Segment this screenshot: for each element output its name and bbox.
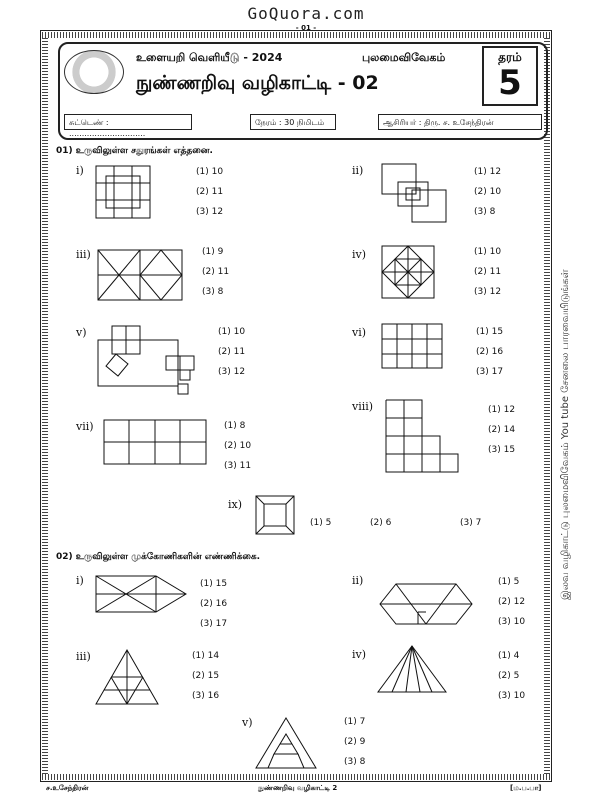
q1-title: 01) உருவிலுள்ள சதுரங்கள் எத்தனை.	[56, 146, 213, 156]
option[interactable]: (1) 5	[498, 577, 520, 587]
q1-ii-label: ii)	[352, 164, 364, 177]
bottom-stripe	[42, 774, 550, 780]
q1-v-label: v)	[76, 326, 87, 339]
q1-iv-label: iv)	[352, 248, 367, 261]
q2-v-figure	[256, 718, 318, 770]
option[interactable]: (3) 12	[218, 367, 246, 377]
time-field: நேரம் : 30 நிமிடம்	[250, 114, 336, 130]
option[interactable]: (2) 11	[474, 267, 502, 277]
q1-v-options	[218, 322, 245, 382]
option[interactable]: (3) 8	[202, 287, 224, 297]
q2-iv-figure	[378, 646, 448, 694]
q1-ix-figure	[256, 496, 296, 536]
exam-line-left: உளையறி வெளியீடு - 2024	[136, 51, 283, 64]
option[interactable]: (1) 9	[202, 247, 224, 257]
grade-label: தரம்	[498, 50, 522, 64]
right-stripe	[544, 38, 550, 774]
option[interactable]: (2) 11	[218, 347, 246, 357]
q1-viii-figure	[386, 400, 466, 476]
q2-iii-options	[192, 646, 219, 706]
teacher-field: ஆசிரியர் : திரு. ச. உசேந்திரன்	[378, 114, 542, 130]
option[interactable]: (2) 5	[498, 671, 520, 681]
q2-v-options	[344, 712, 365, 772]
grade-box	[482, 46, 538, 106]
option[interactable]: (3) 8	[344, 757, 366, 767]
side-note: இலவ வழிகாட்டு புலமைவிவேகம் You tube சேனலை பாரவையிடுங்கள்	[560, 269, 571, 600]
option[interactable]: (2) 11	[202, 267, 230, 277]
top-stripe	[42, 32, 550, 38]
q1-ix-option-3[interactable]: (3) 7	[460, 518, 482, 528]
q1-ii-options	[474, 162, 501, 222]
option[interactable]: (3) 12	[196, 207, 224, 217]
option[interactable]: (2) 10	[224, 441, 252, 451]
q1-ii-figure	[382, 164, 448, 224]
q2-title: 02) உருவிலுள்ள முக்கோணிகளின் எண்ணிக்கை.	[56, 552, 261, 562]
footer-center: நுண்ணறிவு வழிகாட்டி 2	[258, 784, 338, 792]
q1-iv-options	[474, 242, 501, 302]
q1-i-figure	[96, 166, 152, 218]
option[interactable]: (3) 8	[474, 207, 496, 217]
option[interactable]: (1) 15	[200, 579, 228, 589]
q2-iv-options	[498, 646, 525, 706]
option[interactable]: (1) 7	[344, 717, 366, 727]
q1-viii-options	[488, 400, 515, 460]
q1-iii-figure	[98, 250, 184, 302]
option[interactable]: (3) 12	[474, 287, 502, 297]
option[interactable]: (3) 10	[498, 617, 526, 627]
option[interactable]: (1) 12	[488, 405, 516, 415]
option[interactable]: (2) 14	[488, 425, 516, 435]
q1-viii-label: viii)	[352, 400, 374, 413]
q2-i-label: i)	[76, 574, 84, 587]
q1-vii-figure	[104, 420, 208, 466]
option[interactable]: (3) 11	[224, 461, 252, 471]
q1-ix-label: ix)	[228, 498, 243, 511]
q2-v-label: v)	[242, 716, 253, 729]
option[interactable]: (1) 8	[224, 421, 246, 431]
option[interactable]: (1) 14	[192, 651, 220, 661]
q1-i-options	[196, 162, 223, 222]
option[interactable]: (3) 15	[488, 445, 516, 455]
q1-vi-figure	[382, 324, 444, 370]
option[interactable]: (3) 17	[200, 619, 228, 629]
q2-i-options	[200, 574, 227, 634]
option[interactable]: (1) 10	[474, 247, 502, 257]
q1-iii-label: iii)	[76, 248, 91, 261]
option[interactable]: (1) 10	[218, 327, 246, 337]
option[interactable]: (1) 15	[476, 327, 504, 337]
q1-vi-options	[476, 322, 503, 382]
q2-iii-label: iii)	[76, 650, 91, 663]
q1-ix-option-2[interactable]: (2) 6	[370, 518, 392, 528]
option[interactable]: (2) 11	[196, 187, 224, 197]
index-field: சுட்டெண் : ..............................	[64, 114, 192, 130]
option[interactable]: (2) 9	[344, 737, 366, 747]
exam-line-right: புலமைவிவேகம்	[362, 51, 446, 64]
option[interactable]: (2) 16	[200, 599, 228, 609]
option[interactable]: (1) 4	[498, 651, 520, 661]
option[interactable]: (1) 10	[196, 167, 224, 177]
option[interactable]: (3) 10	[498, 691, 526, 701]
q1-vi-label: vi)	[352, 326, 367, 339]
q2-ii-options	[498, 572, 525, 632]
option[interactable]: (3) 17	[476, 367, 504, 377]
q2-ii-figure	[380, 584, 474, 626]
q2-ii-label: ii)	[352, 574, 364, 587]
q2-i-figure	[96, 576, 188, 614]
option[interactable]: (2) 16	[476, 347, 504, 357]
option[interactable]: (3) 16	[192, 691, 220, 701]
page-title: நுண்ணறிவு வழிகாட்டி - 02	[136, 72, 379, 94]
q1-ix-option-1[interactable]: (1) 5	[310, 518, 332, 528]
q2-iv-label: iv)	[352, 648, 367, 661]
footer-right: [ம.ப.பா]	[510, 784, 542, 792]
left-stripe	[42, 38, 48, 774]
q1-vii-label: vii)	[76, 420, 94, 433]
option[interactable]: (2) 12	[498, 597, 526, 607]
q2-iii-figure	[96, 650, 160, 706]
option[interactable]: (2) 15	[192, 671, 220, 681]
footer-left: ச.உசேந்திரன்	[46, 784, 89, 792]
option[interactable]: (1) 12	[474, 167, 502, 177]
q1-vii-options	[224, 416, 251, 476]
grade-number: 5	[498, 63, 522, 103]
q1-v-figure	[98, 326, 202, 398]
q1-iii-options	[202, 242, 229, 302]
school-logo	[64, 50, 124, 94]
option[interactable]: (2) 10	[474, 187, 502, 197]
page-number: - 01 -	[295, 24, 317, 32]
site-watermark: GoQuora.com	[247, 4, 365, 23]
q1-i-label: i)	[76, 164, 84, 177]
q1-iv-figure	[382, 246, 436, 300]
